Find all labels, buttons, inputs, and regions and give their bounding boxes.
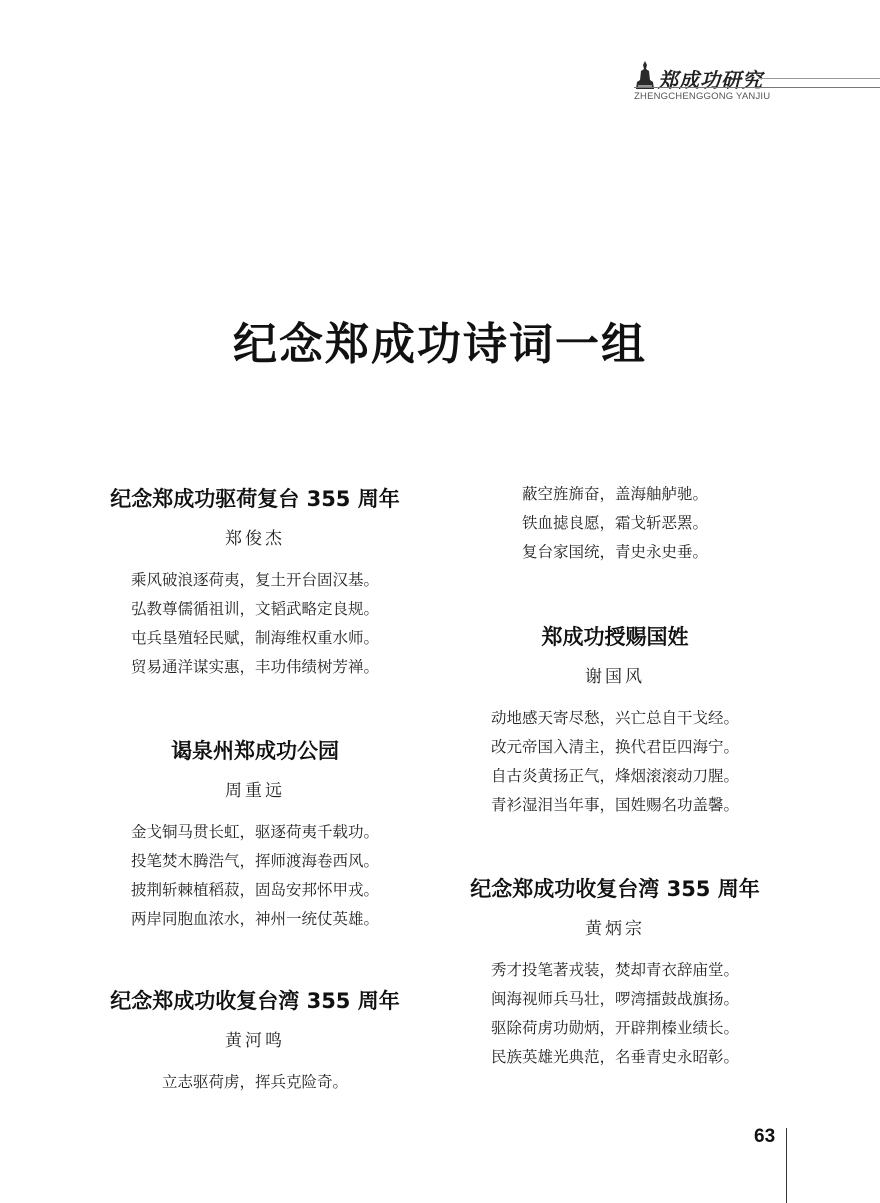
- poem-line: 屯兵垦殖轻民赋，制海维权重水师。: [130, 629, 379, 647]
- poem-line: 立志驱荷虏，挥兵克险奇。: [161, 1073, 348, 1091]
- poem-line: 披荆斩棘植稻菽，固岛安邦怀甲戎。: [130, 881, 379, 899]
- statue-logo-icon: [634, 60, 656, 90]
- poem-title: 纪念郑成功收复台湾 355 周年: [110, 989, 400, 1013]
- poem-body: [80, 566, 430, 682]
- header-divider: [634, 87, 880, 88]
- journal-pinyin: ZHENGCHENGGONG YANJIU: [634, 91, 771, 102]
- poem-line: 闽海视师兵马壮，啰湾擂鼓战旗扬。: [490, 990, 739, 1008]
- poem-author: 黄炳宗: [585, 919, 645, 939]
- poem-line: 复台家国统，青史永史垂。: [521, 543, 708, 561]
- poem-body: [440, 704, 790, 820]
- poem-line: 青衫湿泪当年事，国姓赐名功盖馨。: [490, 796, 739, 814]
- poem-5: [440, 874, 790, 1072]
- poem-title: 谒泉州郑成功公园: [171, 739, 339, 763]
- poem-line: 蔽空旌旆奋，盖海舳舻驰。: [521, 485, 708, 503]
- poem-3-continued: [440, 480, 790, 567]
- poem-title: 纪念郑成功驱荷复台 355 周年: [110, 487, 400, 511]
- poem-line: 贸易通洋谋实惠，丰功伟绩树芳禅。: [130, 658, 379, 676]
- poem-line: 秀才投笔著戎装，焚却青衣辞庙堂。: [490, 961, 739, 979]
- poem-line: 乘风破浪逐荷夷，复土开台固汉基。: [130, 571, 379, 589]
- poem-body: [80, 1068, 430, 1097]
- poem-title: 郑成功授赐国姓: [541, 625, 689, 649]
- header-divider-top: [758, 78, 880, 79]
- poem-line: 驱除荷虏功勋炳，开辟荆榛业绩长。: [490, 1019, 739, 1037]
- poem-author: 黄河鸣: [225, 1031, 285, 1051]
- poem-line: 投笔焚木腾浩气，挥师渡海卷西风。: [130, 852, 379, 870]
- journal-name: 郑成功研究: [658, 68, 763, 92]
- poem-line: 动地感天寄尽愁，兴亡总自干戈经。: [490, 709, 739, 727]
- poem-author: 周重远: [225, 781, 285, 801]
- poem-line: 铁血摅良愿，霜戈斩恶罴。: [521, 514, 708, 532]
- poem-4: [440, 622, 790, 820]
- poem-body: [80, 818, 430, 934]
- journal-header: [634, 56, 880, 106]
- poem-line: 弘教尊儒循祖训，文韬武略定良规。: [130, 600, 379, 618]
- poem-1: [80, 484, 430, 682]
- poem-author: 谢国风: [585, 667, 645, 687]
- poem-line: 改元帝国入清主，换代君臣四海宁。: [490, 738, 739, 756]
- poem-title: 纪念郑成功收复台湾 355 周年: [470, 877, 760, 901]
- poem-line: 金戈铜马贯长虹，驱逐荷夷千载功。: [130, 823, 379, 841]
- poem-line: 民族英雄光典范，名垂青史永昭彰。: [490, 1048, 739, 1066]
- poem-body: [440, 956, 790, 1072]
- page-title: 纪念郑成功诗词一组: [233, 319, 647, 370]
- page-number: 63: [754, 1126, 776, 1147]
- poem-3: [80, 986, 430, 1097]
- page-number-rule: [786, 1128, 787, 1203]
- poem-line: 自古炎黄扬正气，烽烟滚滚动刀腥。: [490, 767, 739, 785]
- poem-2: [80, 736, 430, 934]
- poem-body: [440, 480, 790, 567]
- poem-line: 两岸同胞血浓水，神州一统仗英雄。: [130, 910, 379, 928]
- poem-author: 郑俊杰: [225, 529, 285, 549]
